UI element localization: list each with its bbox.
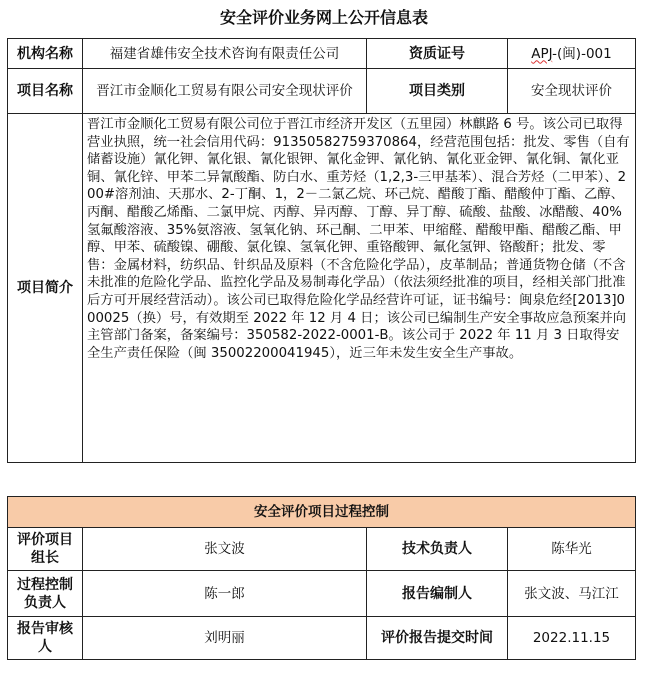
leader-value: 张文波 [83,528,367,571]
submit-value: 2022.11.15 [508,617,636,660]
leader-label: 评价项目组长 [8,528,83,571]
tech-value: 陈华光 [508,528,636,571]
process-header-row [8,497,636,528]
org-label: 机构名称 [8,39,83,69]
type-label: 项目类别 [367,69,508,114]
basic-info-table [7,38,636,463]
project-value: 晋江市金顺化工贸易有限公司安全现状评价 [83,69,367,114]
author-label: 报告编制人 [367,571,508,617]
intro-row [8,114,636,463]
process-label: 过程控制负责人 [8,571,83,617]
leader-row [8,528,636,571]
reviewer-label: 报告审核人 [8,617,83,660]
process-value: 陈一郎 [83,571,367,617]
org-value: 福建省雄伟安全技术咨询有限责任公司 [83,39,367,69]
process-header: 安全评价项目过程控制 [8,497,636,528]
process-control-table [7,496,636,660]
reviewer-value: 刘明丽 [83,617,367,660]
intro-label: 项目简介 [8,114,83,463]
cert-value [508,39,636,69]
org-row [8,39,636,69]
cert-suffix: -(闽)-001 [552,45,612,62]
process-row [8,571,636,617]
project-label: 项目名称 [8,69,83,114]
tech-label: 技术负责人 [367,528,508,571]
cert-prefix: APJ [531,45,553,62]
cert-label: 资质证号 [367,39,508,69]
page-title: 安全评价业务网上公开信息表 [219,8,428,27]
intro-text: 晋江市金顺化工贸易有限公司位于晋江市经济开发区（五里园）林麒路 6 号。该公司已取得营业执照，统一社会信用代码：91350582759370864，经营范围包括：批发、零售（自有储蓄设施）氰化钾、氰化银、氰化银钾、氰化金钾、氰化钠、氰化亚金钾、氰化铜、氰化亚铜、氰化锌、甲苯二异氰酸酯、防白水、重芳烃（1,2,3-三甲基苯）、混合芳烃（二甲苯）、200#溶剂油、天那水、2-丁酮、1，2－二氯乙烷、环己烷、醋酸丁酯、醋酸仲丁酯、乙醇、丙酮、醋酸乙烯酯、二氯甲烷、丙醇、异丙醇、丁醇、异丁醇、硫酸、盐酸、冰醋酸、40%氢氟酸溶液、35%氨溶液、氢氧化钠、环己酮、二甲苯、甲缩醛、醋酸甲酯、醋酸乙酯、甲醇、甲苯、硫酸镍、硼酸、氯化镍、氢氧化钾、重铬酸钾、氟化氢钾、铬酸酐；批发、零售：金属材料，纺织品、针织品及原料（不含危险化学品），皮革制品；普通货物仓储（不含未批准的危险化学品、监控化学品及易制毒化学品）（依法须经批准的项目，经相关部门批准后方可开展经营活动）。该公司已取得危险化学品经营许可证，证书编号：闽泉危经[2013]000025（换）号，有效期至 2022 年 12 月 4 日；该公司已编制生产安全事故应急预案并向主管部门备案，备案编号：350582-2022-0001-B。该公司于 2022 年 11 月 3 日取得安全生产责任保险（闽 35002200041945），近三年未发生安全生产事故。 [83,114,636,463]
author-value: 张文波、马江江 [508,571,636,617]
submit-label: 评价报告提交时间 [367,617,508,660]
reviewer-row [8,617,636,660]
project-row [8,69,636,114]
type-value: 安全现状评价 [508,69,636,114]
